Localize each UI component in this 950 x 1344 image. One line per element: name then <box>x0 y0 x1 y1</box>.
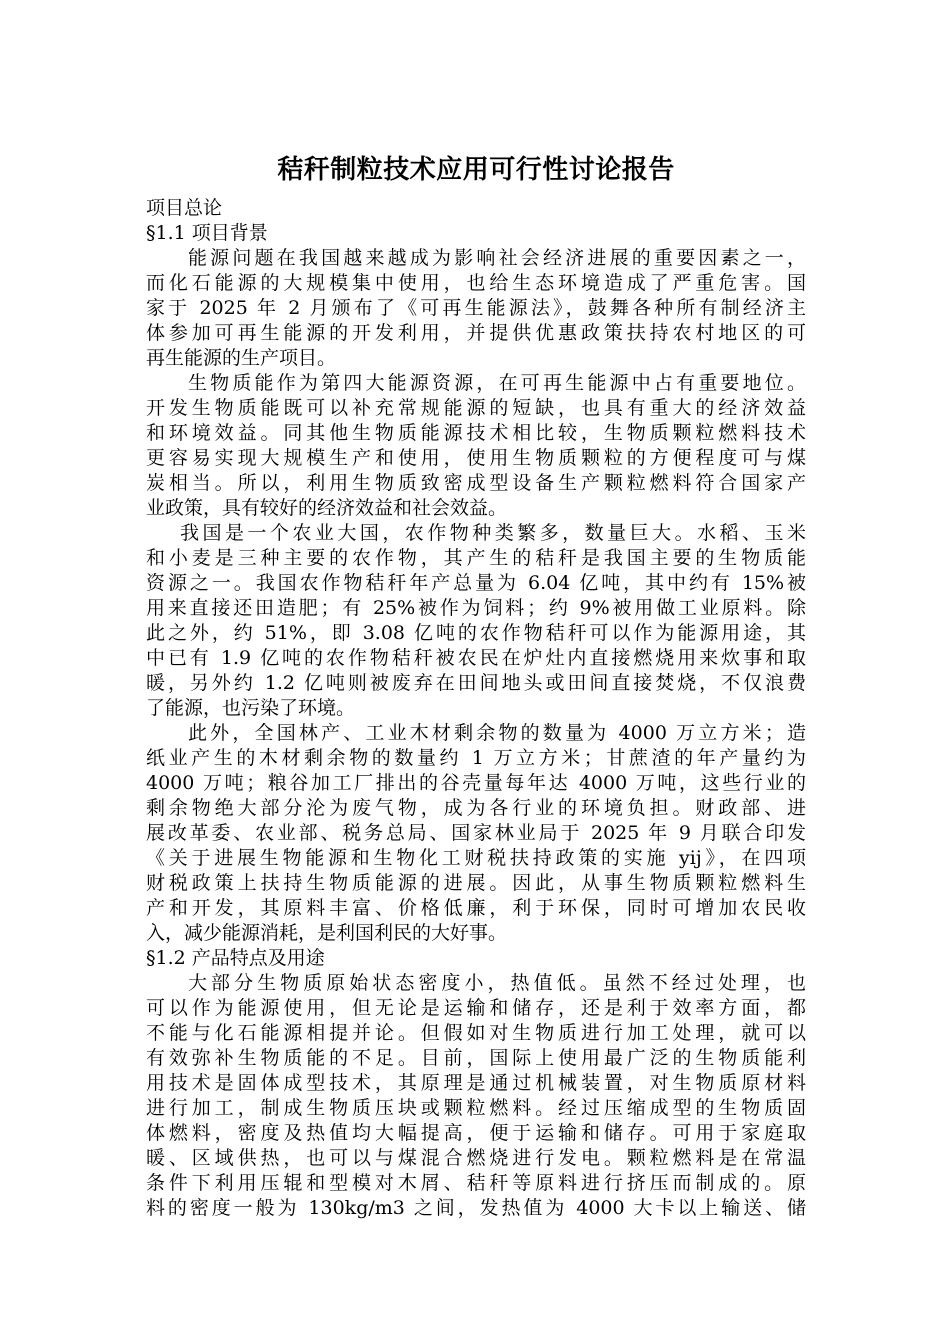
text-line: 不能与化石能源相提并论。但假如对生物质进行加工处理，就可以 <box>146 1022 806 1044</box>
text-line: 体燃料，密度及热值均大幅提高，便于运输和储存。可用于家庭取 <box>146 1122 806 1144</box>
text-line: 家于 2025 年 2 月颁布了《可再生能源法》，鼓舞各种所有制经济主 <box>146 297 806 319</box>
text-line: 和小麦是三种主要的农作物，其产生的秸秆是我国主要的生物质能 <box>146 547 806 569</box>
section-heading-overview: 项目总论 <box>146 197 223 219</box>
text-line: 资源之一。我国农作物秸秆年产总量为 6.04 亿吨，其中约有 15%被 <box>146 572 806 594</box>
paragraph-product-features <box>146 971 806 1221</box>
text-line: 展改革委、农业部、税务总局、国家林业局于 2025 年 9 月联合印发 <box>146 822 806 844</box>
text-line: 用来直接还田造肥；有 25%被作为饲料；约 9%被用做工业原料。除 <box>146 597 806 619</box>
text-line: 业政策，具有较好的经济效益和社会效益。 <box>146 497 508 519</box>
text-line: 和环境效益。同其他生物质能源技术相比较，生物质颗粒燃料技术 <box>146 422 806 444</box>
text-line: 此外，全国林产、工业木材剩余物的数量为 4000 万立方米；造 <box>188 722 806 744</box>
text-line: 暖、区域供热，也可以与煤混合燃烧进行发电。颗粒燃料是在常温 <box>146 1147 806 1169</box>
text-line: 剩余物绝大部分沦为废气物，成为各行业的环境负担。财政部、进 <box>146 797 806 819</box>
text-line: 了能源，也污染了环境。 <box>146 697 356 719</box>
text-line: 再生能源的生产项目。 <box>146 347 337 369</box>
text-line: 暖，另外约 1.2 亿吨则被废弃在田间地头或田间直接焚烧，不仅浪费 <box>146 672 806 694</box>
text-line: 条件下利用压辊和型模对木屑、秸秆等原料进行挤压而制成的。原 <box>146 1172 806 1194</box>
text-line: 开发生物质能既可以补充常规能源的短缺，也具有重大的经济效益 <box>146 397 806 419</box>
text-line: 而化石能源的大规模集中使用，也给生态环境造成了严重危害。国 <box>146 272 806 294</box>
paragraph-energy-problem <box>146 246 806 371</box>
text-line: 大部分生物质原始状态密度小，热值低。虽然不经过处理，也 <box>188 972 806 994</box>
text-line: 纸业产生的木材剩余物的数量约 1 万立方米；甘蔗渣的年产量约为 <box>146 747 806 769</box>
text-line: 可以作为能源使用，但无论是运输和储存，还是利于效率方面，都 <box>146 997 806 1019</box>
text-line: 《关于进展生物能源和生物化工财税扶持政策的实施 yij》，在四项 <box>146 847 806 869</box>
text-line: 生物质能作为第四大能源资源，在可再生能源中占有重要地位。 <box>188 372 806 394</box>
text-line: 能源问题在我国越来越成为影响社会经济进展的重要因素之一， <box>188 247 806 269</box>
paragraph-biomass-energy <box>146 371 806 521</box>
text-line: 入，减少能源消耗，是利国利民的大好事。 <box>146 922 508 944</box>
text-line: 产和开发，其原料丰富、价格低廉，利于环保，同时可增加农民收 <box>146 897 806 919</box>
text-line: 用技术是固体成型技术，其原理是通过机械装置，对生物质原材料 <box>146 1072 806 1094</box>
text-line: 料的密度一般为 130kg/m3 之间，发热值为 4000 大卡以上输送、储 <box>146 1197 806 1219</box>
text-line: 有效弥补生物质能的不足。目前，国际上使用最广泛的生物质能利 <box>146 1047 806 1069</box>
text-line: 炭相当。所以，利用生物质致密成型设备生产颗粒燃料符合国家产 <box>146 472 806 494</box>
text-line: 体参加可再生能源的开发利用，并提供优惠政策扶持农村地区的可 <box>146 322 806 344</box>
text-line: 中已有 1.9 亿吨的农作物秸秆被农民在炉灶内直接燃烧用来炊事和取 <box>146 647 806 669</box>
text-line: 此之外，约 51%，即 3.08 亿吨的农作物秸秆可以作为能源用途，其 <box>146 622 806 644</box>
text-line: 财税政策上扶持生物质能源的进展。因此，从事生物质颗粒燃料生 <box>146 872 806 894</box>
paragraph-agriculture-straw <box>146 521 806 721</box>
text-line: 4000 万吨；粮谷加工厂排出的谷壳量每年达 4000 万吨，这些行业的 <box>146 772 806 794</box>
paragraph-forestry-residue <box>146 721 806 946</box>
text-line: 进行加工，制成生物质压块或颗粒燃料。经过压缩成型的生物质固 <box>146 1097 806 1119</box>
text-line: 我国是一个农业大国，农作物种类繁多，数量巨大。水稻、玉米 <box>180 522 806 544</box>
section-heading-product: §1.2 产品特点及用途 <box>146 947 325 969</box>
document-title: 秸秆制粒技术应用可行性讨论报告 <box>277 155 675 185</box>
section-heading-background: §1.1 项目背景 <box>146 222 268 244</box>
document-page <box>146 150 806 1221</box>
text-line: 更容易实现大规模生产和使用，使用生物质颗粒的方便程度可与煤 <box>146 447 806 469</box>
